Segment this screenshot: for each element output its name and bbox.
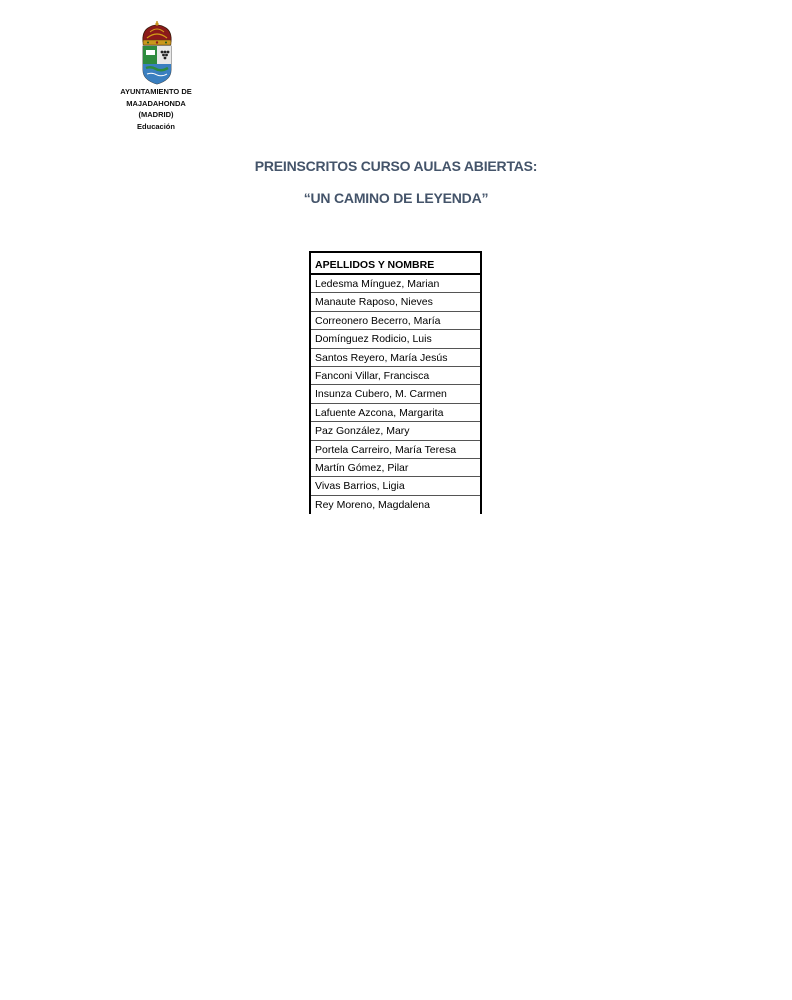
table-row: Vivas Barrios, Ligia [311, 477, 480, 495]
org-line-1: AYUNTAMIENTO DE [120, 87, 192, 96]
table-row: Insunza Cubero, M. Carmen [311, 385, 480, 403]
table-row: Paz González, Mary [311, 422, 480, 440]
table-header: APELLIDOS Y NOMBRE [311, 253, 480, 275]
table-row: Ledesma Mínguez, Marian [311, 275, 480, 293]
enrollees-table [309, 251, 482, 514]
table-row: Portela Carreiro, María Teresa [311, 441, 480, 459]
table-row: Santos Reyero, María Jesús [311, 349, 480, 367]
page-subtitle: “UN CAMINO DE LEYENDA” [303, 190, 489, 206]
shield-icon [143, 46, 171, 84]
coat-of-arms-icon [138, 20, 176, 86]
table-row: Manaute Raposo, Nieves [311, 293, 480, 311]
org-line-4: Educación [137, 121, 175, 131]
table-row: Correonero Becerro, María [311, 312, 480, 330]
org-line-3: (MADRID) [138, 110, 174, 119]
table-row: Martín Gómez, Pilar [311, 459, 480, 477]
table-row: Lafuente Azcona, Margarita [311, 404, 480, 422]
page-title: PREINSCRITOS CURSO AULAS ABIERTAS: [254, 158, 538, 174]
table-row: Fanconi Villar, Francisca [311, 367, 480, 385]
crown-icon [143, 21, 171, 45]
org-line-2: MAJADAHONDA [126, 98, 186, 108]
table-row: Domínguez Rodicio, Luis [311, 330, 480, 348]
organization-block [100, 86, 212, 132]
table-row: Rey Moreno, Magdalena [315, 498, 430, 511]
